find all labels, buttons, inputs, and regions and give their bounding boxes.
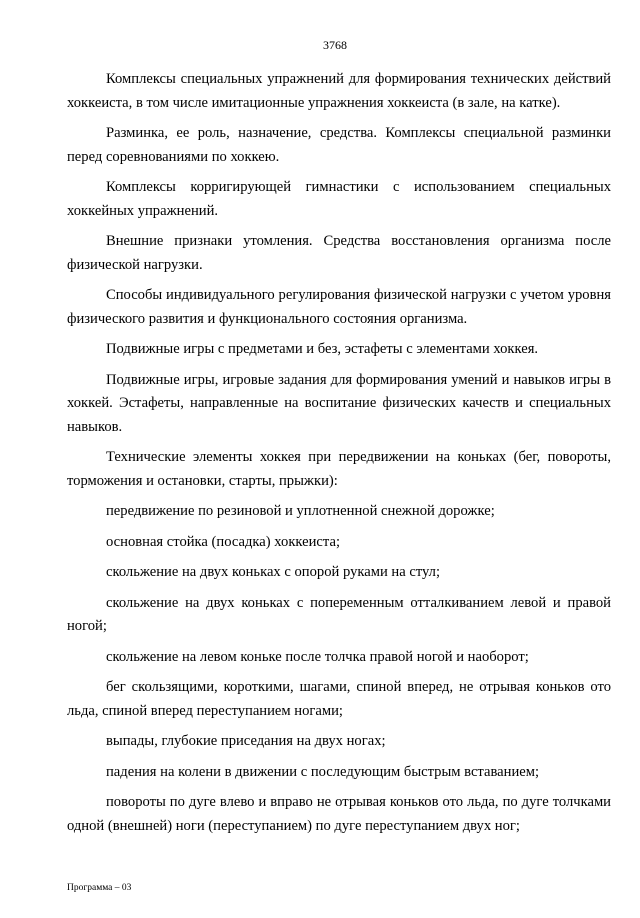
paragraph: Способы индивидуального регулирования физической нагрузки с учетом уровня физического развития и функционального состояния организма. bbox=[67, 287, 611, 327]
list-item: падения на колени в движении с последующим быстрым вставанием; bbox=[106, 763, 540, 780]
page-number: 3768 bbox=[323, 38, 347, 52]
list-item: скольжение на двух коньках с опорой руками на стул; bbox=[106, 564, 440, 580]
list-item: основная стойка (посадка) хоккеиста; bbox=[106, 533, 340, 550]
list-item: передвижение по резиновой и уплотненной снежной дорожке; bbox=[106, 503, 495, 519]
page-footer: Программа – 03 bbox=[67, 883, 132, 893]
paragraph: Разминка, ее роль, назначение, средства. Комплексы специальной разминки перед соревнованиями по хоккею. bbox=[67, 125, 611, 165]
list-item: скольжение на двух коньках с попеременным отталкиванием левой и правой ногой; bbox=[67, 594, 611, 634]
paragraph: Внешние признаки утомления. Средства восстановления организма после физической нагрузки. bbox=[67, 233, 611, 273]
list-item: скольжение на левом коньке после толчка правой ногой и наоборот; bbox=[106, 648, 529, 665]
list-item: бег скользящими, короткими, шагами, спиной вперед, не отрывая коньков ото льда, спиной вперед переступанием ногами; bbox=[67, 679, 611, 719]
list-item: выпады, глубокие приседания на двух ногах; bbox=[106, 733, 386, 749]
paragraph: Технические элементы хоккея при передвижении на коньках (бег, повороты, торможения и остановки, старты, прыжки): bbox=[67, 449, 611, 489]
paragraph: Подвижные игры, игровые задания для формирования умений и навыков игры в хоккей. Эстафеты, направленные на воспитание физических качеств и специальных навыков. bbox=[67, 371, 611, 435]
paragraph: Подвижные игры с предметами и без, эстафеты с элементами хоккея. bbox=[106, 341, 539, 357]
list-item: повороты по дуге влево и вправо не отрывая коньков ото льда, по дуге толчками одной (внешней) ноги (переступанием) по дуге переступанием двух ног; bbox=[67, 794, 611, 834]
document-body bbox=[67, 68, 611, 845]
paragraph: Комплексы специальных упражнений для формирования технических действий хоккеиста, в том числе имитационные упражнения хоккеиста (в зале, на катке). bbox=[67, 71, 611, 111]
paragraph: Комплексы корригирующей гимнастики с использованием специальных хоккейных упражнений. bbox=[67, 179, 611, 219]
